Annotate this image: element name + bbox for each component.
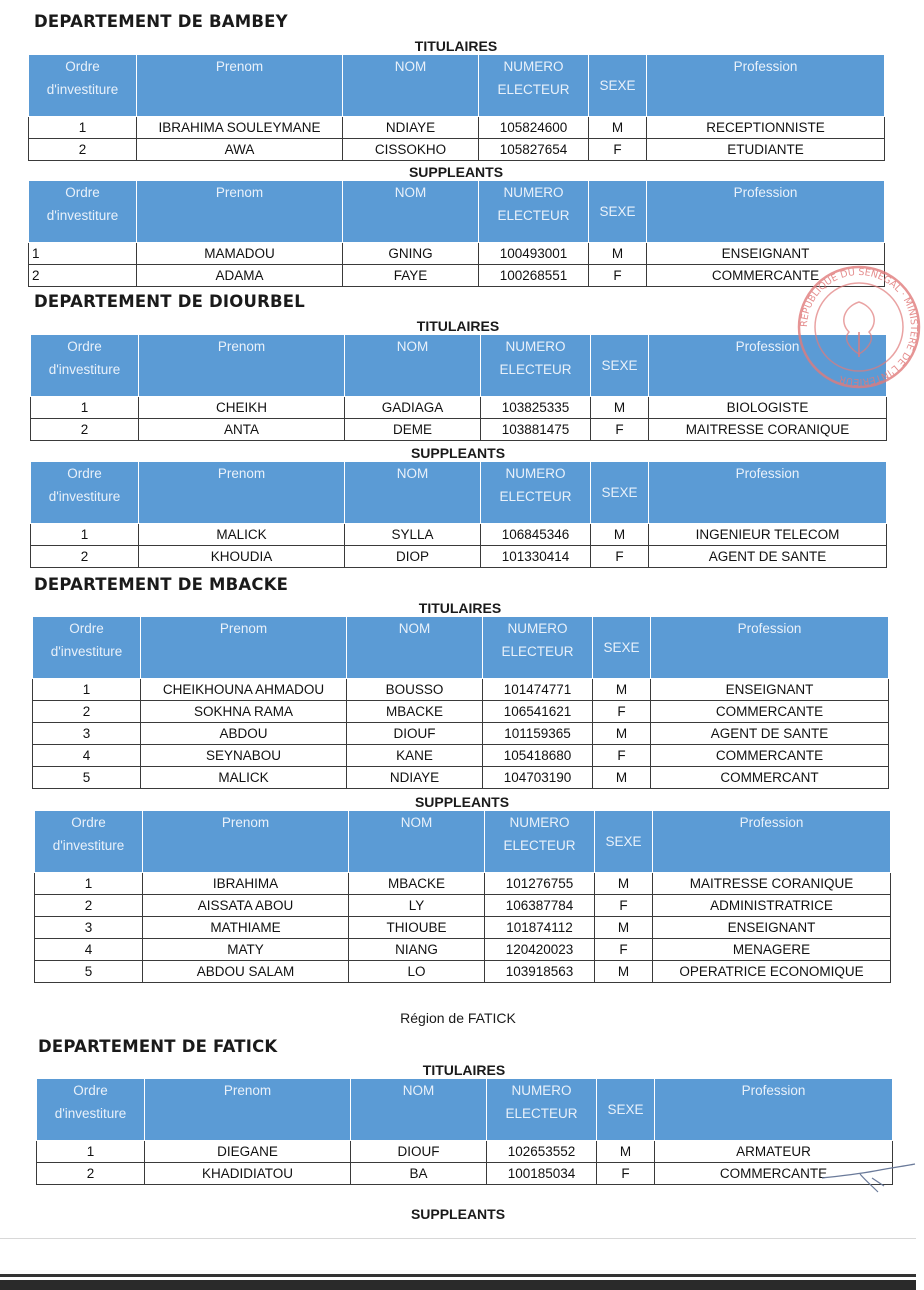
col-nom-header: NOM (345, 462, 481, 524)
col-prenom-header: Prenom (137, 181, 343, 243)
cell-numero: 105824600 (479, 117, 589, 139)
cell-nom: BOUSSO (347, 679, 483, 701)
cell-profession: ETUDIANTE (647, 139, 885, 161)
cell-prenom: SOKHNA RAMA (141, 701, 347, 723)
cell-ordre: 1 (33, 679, 141, 701)
cell-nom: KANE (347, 745, 483, 767)
table-row (33, 745, 889, 767)
col-numero-header: NUMERO ELECTEUR (481, 462, 591, 524)
cell-nom: LY (349, 895, 485, 917)
seal-text: REPUBLIQUE DU SENEGAL · MINISTERE DE L'INTERIEUR (798, 266, 920, 388)
cell-sexe: M (591, 524, 649, 546)
col-profession-header: Profession (649, 335, 887, 397)
cell-nom: DIOUF (351, 1141, 487, 1163)
col-sexe-header: SEXE (591, 462, 649, 524)
dept-title-fatick: DEPARTEMENT DE FATICK (38, 1037, 278, 1056)
cell-numero: 100268551 (479, 265, 589, 287)
cell-profession: AGENT DE SANTE (651, 723, 889, 745)
cell-ordre: 2 (35, 895, 143, 917)
cell-ordre: 2 (31, 546, 139, 568)
cell-nom: DEME (345, 419, 481, 441)
cell-sexe: F (597, 1163, 655, 1185)
col-prenom-header: Prenom (137, 55, 343, 117)
cell-sexe: M (589, 243, 647, 265)
cell-sexe: M (595, 873, 653, 895)
cell-profession: MAITRESSE CORANIQUE (649, 419, 887, 441)
table-row (29, 243, 885, 265)
cell-numero: 104703190 (483, 767, 593, 789)
dept-title-bambey: DEPARTEMENT DE BAMBEY (34, 12, 288, 31)
cell-numero: 105827654 (479, 139, 589, 161)
cell-prenom: DIEGANE (145, 1141, 351, 1163)
cell-nom: CISSOKHO (343, 139, 479, 161)
cell-ordre: 5 (35, 961, 143, 983)
table-bambey-titulaires (28, 54, 885, 161)
col-profession-header: Profession (651, 617, 889, 679)
cell-ordre: 1 (35, 873, 143, 895)
cell-prenom: MATY (143, 939, 349, 961)
cell-prenom: MALICK (141, 767, 347, 789)
dept-title-diourbel: DEPARTEMENT DE DIOURBEL (34, 292, 305, 311)
cell-ordre: 2 (29, 265, 137, 287)
cell-nom: THIOUBE (349, 917, 485, 939)
cell-nom: DIOP (345, 546, 481, 568)
cell-sexe: F (589, 265, 647, 287)
col-prenom-header: Prenom (139, 335, 345, 397)
section-titulaires-fatick: TITULAIRES (422, 1062, 506, 1078)
cell-nom: DIOUF (347, 723, 483, 745)
table-diourbel-titulaires (30, 334, 887, 441)
col-ordre-header: Ordre d'investiture (35, 811, 143, 873)
cell-profession: COMMERCANTE (647, 265, 885, 287)
cell-prenom: ANTA (139, 419, 345, 441)
cell-nom: MBACKE (347, 701, 483, 723)
cell-profession: ARMATEUR (655, 1141, 893, 1163)
table-row (33, 767, 889, 789)
col-ordre-header: Ordre d'investiture (33, 617, 141, 679)
cell-sexe: M (589, 117, 647, 139)
col-profession-header: Profession (649, 462, 887, 524)
table-diourbel-suppleants (30, 461, 887, 568)
cell-ordre: 4 (33, 745, 141, 767)
col-numero-header: NUMERO ELECTEUR (487, 1079, 597, 1141)
scan-edge-bar (0, 1274, 916, 1290)
col-numero-header: NUMERO ELECTEUR (481, 335, 591, 397)
cell-prenom: MATHIAME (143, 917, 349, 939)
col-ordre-header: Ordre d'investiture (29, 55, 137, 117)
cell-sexe: F (595, 939, 653, 961)
section-titulaires-bambey: TITULAIRES (414, 38, 498, 54)
cell-profession: COMMERCANT (651, 767, 889, 789)
table-fatick-titulaires (36, 1078, 893, 1185)
cell-profession: RECEPTIONNISTE (647, 117, 885, 139)
table-row (31, 397, 887, 419)
col-numero-header: NUMERO ELECTEUR (479, 181, 589, 243)
table-row (31, 419, 887, 441)
col-ordre-header: Ordre d'investiture (29, 181, 137, 243)
page-bottom-rule (0, 1238, 916, 1239)
cell-ordre: 4 (35, 939, 143, 961)
cell-sexe: M (597, 1141, 655, 1163)
cell-prenom: MAMADOU (137, 243, 343, 265)
cell-profession: INGENIEUR TELECOM (649, 524, 887, 546)
col-sexe-header: SEXE (593, 617, 651, 679)
col-sexe-header: SEXE (589, 181, 647, 243)
cell-nom: NDIAYE (347, 767, 483, 789)
col-sexe-header: SEXE (589, 55, 647, 117)
cell-sexe: F (593, 701, 651, 723)
col-nom-header: NOM (349, 811, 485, 873)
cell-nom: FAYE (343, 265, 479, 287)
cell-ordre: 2 (37, 1163, 145, 1185)
cell-sexe: F (591, 546, 649, 568)
table-row (29, 139, 885, 161)
cell-numero: 103825335 (481, 397, 591, 419)
col-prenom-header: Prenom (143, 811, 349, 873)
cell-nom: SYLLA (345, 524, 481, 546)
cell-numero: 120420023 (485, 939, 595, 961)
signature-mark (820, 1156, 916, 1198)
cell-sexe: F (593, 745, 651, 767)
cell-prenom: ABDOU SALAM (143, 961, 349, 983)
table-row (33, 723, 889, 745)
cell-ordre: 1 (31, 397, 139, 419)
cell-numero: 101330414 (481, 546, 591, 568)
cell-nom: NDIAYE (343, 117, 479, 139)
cell-nom: NIANG (349, 939, 485, 961)
official-seal-stamp (794, 262, 924, 392)
col-ordre-header: Ordre d'investiture (31, 462, 139, 524)
cell-numero: 101474771 (483, 679, 593, 701)
cell-numero: 103881475 (481, 419, 591, 441)
cell-sexe: M (591, 397, 649, 419)
cell-profession: MAITRESSE CORANIQUE (653, 873, 891, 895)
table-mbacke-titulaires (32, 616, 889, 789)
region-label: Région de FATICK (400, 1010, 516, 1026)
cell-profession: COMMERCANTE (651, 745, 889, 767)
cell-numero: 101159365 (483, 723, 593, 745)
table-row (35, 917, 891, 939)
col-sexe-header: SEXE (595, 811, 653, 873)
col-prenom-header: Prenom (139, 462, 345, 524)
cell-profession: AGENT DE SANTE (649, 546, 887, 568)
cell-numero: 106387784 (485, 895, 595, 917)
col-sexe-header: SEXE (597, 1079, 655, 1141)
cell-numero: 106541621 (483, 701, 593, 723)
table-row (35, 895, 891, 917)
cell-profession: ENSEIGNANT (647, 243, 885, 265)
table-row (35, 873, 891, 895)
table-row (33, 701, 889, 723)
col-nom-header: NOM (347, 617, 483, 679)
cell-numero: 102653552 (487, 1141, 597, 1163)
col-nom-header: NOM (351, 1079, 487, 1141)
cell-ordre: 1 (29, 117, 137, 139)
cell-ordre: 1 (31, 524, 139, 546)
cell-profession: BIOLOGISTE (649, 397, 887, 419)
table-row (31, 546, 887, 568)
col-ordre-header: Ordre d'investiture (37, 1079, 145, 1141)
cell-ordre: 5 (33, 767, 141, 789)
section-suppleants-bambey: SUPPLEANTS (408, 164, 504, 180)
table-row (37, 1141, 893, 1163)
cell-sexe: M (593, 679, 651, 701)
cell-profession: COMMERCANTE (655, 1163, 893, 1185)
table-row (29, 265, 885, 287)
cell-prenom: IBRAHIMA SOULEYMANE (137, 117, 343, 139)
cell-sexe: M (593, 723, 651, 745)
cell-nom: LO (349, 961, 485, 983)
cell-prenom: ADAMA (137, 265, 343, 287)
col-prenom-header: Prenom (141, 617, 347, 679)
col-ordre-header: Ordre d'investiture (31, 335, 139, 397)
cell-prenom: KHADIDIATOU (145, 1163, 351, 1185)
cell-nom: MBACKE (349, 873, 485, 895)
col-profession-header: Profession (655, 1079, 893, 1141)
col-prenom-header: Prenom (145, 1079, 351, 1141)
cell-numero: 101276755 (485, 873, 595, 895)
cell-sexe: M (595, 917, 653, 939)
col-profession-header: Profession (647, 181, 885, 243)
cell-ordre: 3 (33, 723, 141, 745)
cell-prenom: MALICK (139, 524, 345, 546)
table-row (31, 524, 887, 546)
table-row (29, 117, 885, 139)
table-bambey-suppleants (28, 180, 885, 287)
cell-ordre: 1 (37, 1141, 145, 1163)
col-nom-header: NOM (345, 335, 481, 397)
cell-ordre: 1 (29, 243, 137, 265)
cell-prenom: ABDOU (141, 723, 347, 745)
col-profession-header: Profession (653, 811, 891, 873)
cell-ordre: 2 (33, 701, 141, 723)
cell-nom: GNING (343, 243, 479, 265)
cell-numero: 106845346 (481, 524, 591, 546)
table-row (35, 961, 891, 983)
col-nom-header: NOM (343, 55, 479, 117)
cell-profession: MENAGERE (653, 939, 891, 961)
cell-prenom: CHEIKH (139, 397, 345, 419)
cell-numero: 100185034 (487, 1163, 597, 1185)
cell-prenom: KHOUDIA (139, 546, 345, 568)
section-titulaires-mbacke: TITULAIRES (418, 600, 502, 616)
col-numero-header: NUMERO ELECTEUR (485, 811, 595, 873)
cell-profession: ENSEIGNANT (653, 917, 891, 939)
section-titulaires-diourbel: TITULAIRES (416, 318, 500, 334)
cell-numero: 100493001 (479, 243, 589, 265)
col-nom-header: NOM (343, 181, 479, 243)
dept-title-mbacke: DEPARTEMENT DE MBACKE (34, 575, 289, 594)
cell-numero: 103918563 (485, 961, 595, 983)
cell-profession: COMMERCANTE (651, 701, 889, 723)
table-row (33, 679, 889, 701)
section-suppleants-diourbel: SUPPLEANTS (410, 445, 506, 461)
cell-sexe: F (595, 895, 653, 917)
cell-ordre: 2 (31, 419, 139, 441)
cell-sexe: F (591, 419, 649, 441)
cell-numero: 101874112 (485, 917, 595, 939)
table-mbacke-suppleants (34, 810, 891, 983)
table-row (35, 939, 891, 961)
cell-nom: BA (351, 1163, 487, 1185)
cell-prenom: AWA (137, 139, 343, 161)
cell-numero: 105418680 (483, 745, 593, 767)
cell-sexe: F (589, 139, 647, 161)
cell-prenom: SEYNABOU (141, 745, 347, 767)
col-sexe-header: SEXE (591, 335, 649, 397)
col-numero-header: NUMERO ELECTEUR (483, 617, 593, 679)
section-suppleants-mbacke: SUPPLEANTS (414, 794, 510, 810)
cell-prenom: IBRAHIMA (143, 873, 349, 895)
cell-prenom: CHEIKHOUNA AHMADOU (141, 679, 347, 701)
cell-profession: ADMINISTRATRICE (653, 895, 891, 917)
cell-sexe: M (593, 767, 651, 789)
cell-sexe: M (595, 961, 653, 983)
cell-nom: GADIAGA (345, 397, 481, 419)
table-row (37, 1163, 893, 1185)
col-profession-header: Profession (647, 55, 885, 117)
cell-ordre: 2 (29, 139, 137, 161)
cell-prenom: AISSATA ABOU (143, 895, 349, 917)
section-suppleants-trailing: SUPPLEANTS (410, 1206, 506, 1222)
cell-profession: OPERATRICE ECONOMIQUE (653, 961, 891, 983)
cell-profession: ENSEIGNANT (651, 679, 889, 701)
cell-ordre: 3 (35, 917, 143, 939)
col-numero-header: NUMERO ELECTEUR (479, 55, 589, 117)
